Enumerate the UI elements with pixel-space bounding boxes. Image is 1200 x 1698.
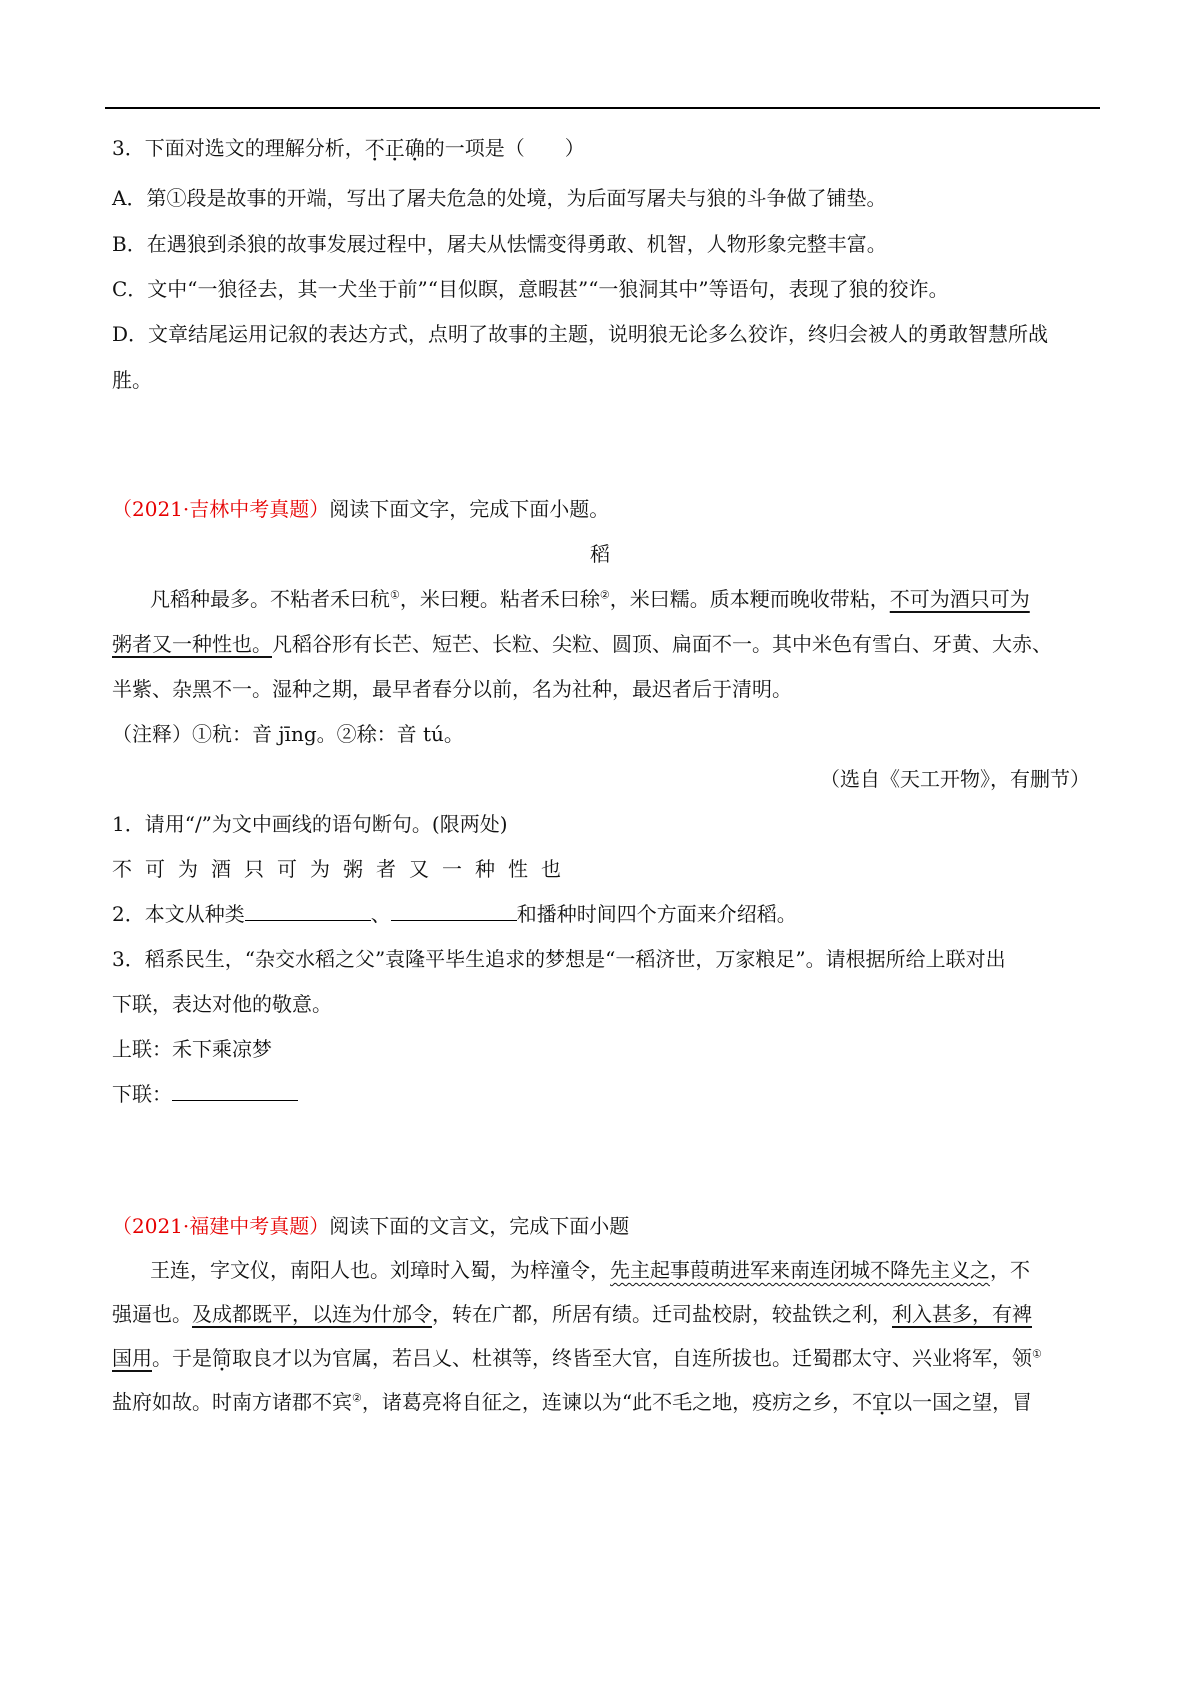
section-heading: （2021·福建中考真题）阅读下面的文言文，完成下面小题: [112, 1214, 630, 1238]
question-2: 2．本文从种类 、 和播种时间四个方面来介绍稻。: [112, 902, 797, 926]
question-1: 1．请用“/”为文中画线的语句断句。(限两处): [112, 812, 508, 836]
q3-option-d: D．文章结尾运用记叙的表达方式，点明了故事的主题，说明狼无论多么狡诈，终归会被人的勇敢智慧所战: [112, 322, 1049, 346]
q3-option-b: B．在遇狼到杀狼的故事发展过程中，屠夫从怯懦变得勇敢、机智，人物形象完整丰富。: [112, 232, 887, 256]
emphasis-dot-char: 不: [364, 136, 385, 160]
underlined-sentence: 及成都既平，以连为什邡令: [192, 1302, 432, 1326]
q3-option-a: A．第①段是故事的开端，写出了屠夫危急的处境，为后面写屠夫与狼的斗争做了铺垫。: [112, 186, 887, 210]
passage-line: 盐府如故。时南方诸郡不宾②，诸葛亮将自征之，连谏以为“此不毛之地，疫疠之乡，不宜以一国之望，冒: [112, 1390, 1033, 1414]
emphasis-dot-char: 简: [212, 1346, 232, 1370]
exam-source-tag: （2021·吉林中考真题）: [112, 497, 330, 521]
punctuation-line: 不可为酒只可为粥者又一种性也: [112, 857, 574, 881]
emphasis-dot-char: 正: [384, 136, 405, 160]
underlined-sentence: 利入甚多，有裨: [892, 1302, 1032, 1326]
lower-couplet: 下联：: [112, 1080, 298, 1108]
passage-line: 凡稻种最多。不粘者禾曰秔①，米曰粳。粘者禾曰稌②，米曰糯。质本粳而晚收带粘，不可为酒只可为: [150, 587, 1030, 611]
q3-option-c: C．文中“一狼径去，其一犬坐于前”“目似瞑，意暇甚”“一狼洞其中”等语句，表现了狼的狡诈。: [112, 277, 949, 301]
underlined-sentence: 国用: [112, 1346, 152, 1370]
emphasis-dot-char: 确: [404, 136, 425, 160]
source-citation: （选自《天工开物》，有删节）: [820, 767, 1090, 791]
question-3: 3．稻系民生，“杂交水稻之父”袁隆平毕生追求的梦想是“一稻济世，万家粮足”。请根据所给上联对出: [112, 947, 1006, 971]
header-rule: [105, 107, 1100, 109]
answer-blank[interactable]: [172, 1082, 298, 1101]
q3-option-d-cont: 胜。: [112, 368, 152, 392]
passage-line: 国用。于是简取良才以为官属，若吕乂、杜祺等，终皆至大官，自连所拔也。迁蜀郡太守、兴业将军，领①: [112, 1346, 1042, 1370]
q3-stem: 3．下面对选文的理解分析，不正确的一项是（ ）: [112, 136, 585, 160]
question-3-cont: 下联，表达对他的敬意。: [112, 992, 332, 1016]
passage-line: 半紫、杂黑不一。湿种之期，最早者春分以前，名为社种，最迟者后于清明。: [112, 677, 792, 701]
passage-line: 粥者又一种性也。凡稻谷形有长芒、短芒、长粒、尖粒、圆顶、扁面不一。其中米色有雪白、牙黄、大赤、: [112, 632, 1052, 656]
upper-couplet: 上联：禾下乘凉梦: [112, 1037, 272, 1061]
passage-line: 王连，字文仪，南阳人也。刘璋时入蜀，为梓潼令，先主起事葭萌进军来南连闭城不降先主义之，不: [150, 1258, 1030, 1282]
passage-line: 强逼也。及成都既平，以连为什邡令，转在广都，所居有绩。迁司盐校尉，较盐铁之利，利入甚多，有裨: [112, 1302, 1032, 1326]
answer-blank[interactable]: [391, 902, 517, 921]
exam-source-tag: （2021·福建中考真题）: [112, 1214, 330, 1238]
emphasis-dot-char: 宜: [872, 1390, 893, 1414]
passage-title: 稻: [590, 542, 610, 566]
underlined-sentence: 粥者又一种性也。: [112, 632, 272, 656]
answer-blank[interactable]: [245, 902, 371, 921]
annotation-note: （注释）①秔：音 jīng。②稌：音 tú。: [112, 722, 464, 746]
wavy-underlined-sentence: 先主起事葭萌进军来南连闭城不降先主义之: [610, 1258, 990, 1282]
section-heading: （2021·吉林中考真题）阅读下面文字，完成下面小题。: [112, 497, 610, 521]
underlined-sentence: 不可为酒只可为: [889, 587, 1030, 611]
